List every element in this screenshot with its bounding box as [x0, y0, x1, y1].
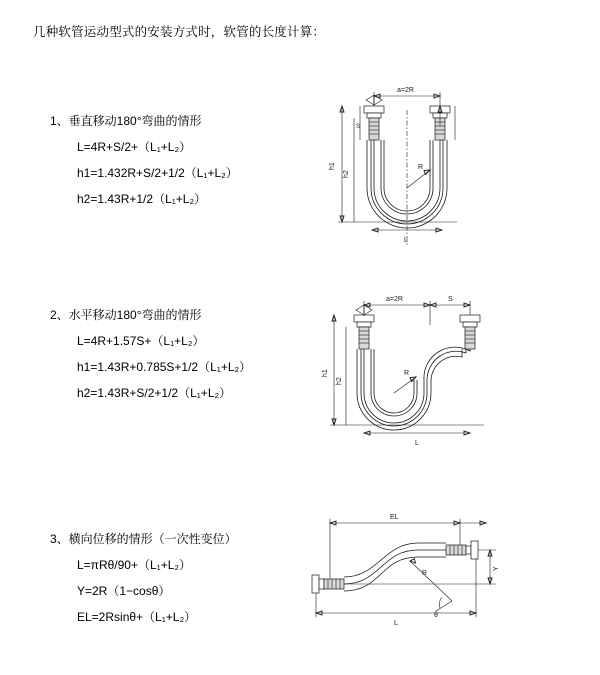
- svg-text:h1: h1: [322, 369, 329, 377]
- section-1: [50, 112, 238, 216]
- section-1-formula-3: h2=1.43R+1/2（L₁+L₂）: [77, 192, 207, 206]
- svg-text:S: S: [356, 124, 361, 130]
- figure-2-label-r: R: [404, 370, 410, 377]
- svg-text:h2: h2: [343, 170, 350, 178]
- figure-1-label-l: L: [404, 237, 408, 244]
- section-2-title: 2、水平移动180°弯曲的情形: [50, 308, 202, 322]
- figure-2-label-a2r: a=2R: [386, 296, 403, 303]
- figure-2-horizontal-180-bend: [312, 285, 512, 460]
- figure-2-label-l: L: [415, 440, 419, 447]
- section-3-formula-3: EL=2Rsinθ+（L₁+L₂）: [77, 610, 197, 624]
- svg-text:h1: h1: [329, 162, 336, 170]
- section-3: [50, 530, 237, 634]
- section-1-formula-2: h1=1.432R+S/2+1/2（L₁+L₂）: [77, 166, 238, 180]
- section-2-formula-1: L=4R+1.57S+（L₁+L₂）: [77, 334, 205, 348]
- figure-2-label-s: S: [448, 296, 453, 303]
- section-3-formula-1: L=πRθ/90+（L₁+L₂）: [77, 558, 192, 572]
- svg-text:h2: h2: [336, 377, 343, 385]
- figure-3-label-el: EL: [390, 514, 399, 521]
- figure-3-label-y: Y: [493, 566, 500, 571]
- figure-3-label-theta: θ: [434, 612, 438, 619]
- section-2: [50, 306, 251, 410]
- figure-3-label-l: L: [394, 620, 398, 627]
- figure-3-lateral-offset: [300, 505, 510, 645]
- figure-1-label-a2r: a=2R: [397, 87, 414, 94]
- section-2-formula-2: h1=1.43R+0.785S+1/2（L₁+L₂）: [77, 360, 252, 374]
- section-3-title: 3、横向位移的情形（一次性变位）: [50, 532, 237, 546]
- section-1-title: 1、垂直移动180°弯曲的情形: [50, 114, 202, 128]
- section-1-formula-1: L=4R+S/2+（L₁+L₂）: [77, 140, 192, 154]
- section-3-formula-2: Y=2R（1−cosθ）: [77, 584, 171, 598]
- section-2-formula-3: h2=1.43R+S/2+1/2（L₁+L₂）: [77, 386, 232, 400]
- page-title: 几种软管运动型式的安装方式时，软管的长度计算：: [33, 25, 326, 39]
- figure-3-label-r: R: [422, 570, 428, 577]
- figure-1-label-r: R: [418, 164, 424, 171]
- figure-1-vertical-180-bend: [312, 70, 512, 270]
